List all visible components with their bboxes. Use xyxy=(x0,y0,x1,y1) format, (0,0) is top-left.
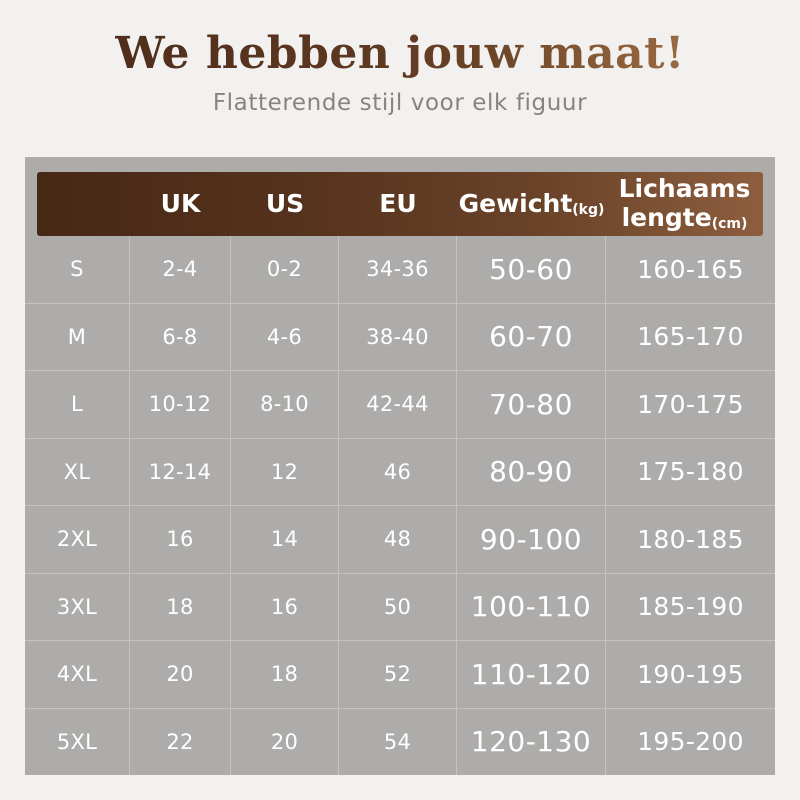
table-row-s xyxy=(25,236,775,303)
eu-cell: 34-36 xyxy=(339,236,457,303)
lengte-cell: 180-185 xyxy=(637,524,744,554)
size-cell: 4XL xyxy=(25,641,130,708)
us-cell: 14 xyxy=(231,506,339,573)
table-row-3xl xyxy=(25,573,775,641)
us-cell: 20 xyxy=(231,709,339,776)
table-row-2xl xyxy=(25,505,775,573)
gewicht-cell: 70-80 xyxy=(457,371,606,438)
size-cell: 5XL xyxy=(25,709,130,776)
header-lengte-line2: lengte xyxy=(621,203,712,232)
eu-cell: 52 xyxy=(339,641,457,708)
size-chart-body xyxy=(25,236,775,775)
gewicht-cell: 50-60 xyxy=(457,236,606,303)
table-row-5xl xyxy=(25,708,775,776)
header-gewicht-label: Gewicht xyxy=(458,188,573,218)
uk-cell: 22 xyxy=(130,709,231,776)
us-cell: 4-6 xyxy=(231,304,339,371)
size-chart-header-row xyxy=(37,172,763,236)
size-cell: XL xyxy=(25,439,130,506)
uk-cell: 12-14 xyxy=(130,439,231,506)
table-row-l xyxy=(25,370,775,438)
size-cell: S xyxy=(25,236,130,303)
page-subtitle: Flatterende stijl voor elk figuur xyxy=(212,90,588,116)
header-eu-label: EU xyxy=(379,188,417,218)
size-cell: 3XL xyxy=(25,574,130,641)
table-row-m xyxy=(25,303,775,371)
header-cell-uk xyxy=(130,190,231,219)
lengte-cell: 165-170 xyxy=(637,322,744,352)
uk-cell: 6-8 xyxy=(130,304,231,371)
page-header xyxy=(0,0,800,116)
uk-cell: 2-4 xyxy=(130,236,231,303)
lengte-cell: 160-165 xyxy=(637,254,744,284)
eu-cell: 48 xyxy=(339,506,457,573)
size-cell: M xyxy=(25,304,130,371)
us-cell: 16 xyxy=(231,574,339,641)
table-row-4xl xyxy=(25,640,775,708)
header-lengte-unit: (cm) xyxy=(711,216,748,232)
eu-cell: 50 xyxy=(339,574,457,641)
us-cell: 18 xyxy=(231,641,339,708)
gewicht-cell: 100-110 xyxy=(457,574,606,641)
header-uk-label: UK xyxy=(160,188,201,218)
header-cell-us xyxy=(231,190,339,219)
us-cell: 0-2 xyxy=(231,236,339,303)
size-cell: 2XL xyxy=(25,506,130,573)
size-cell: L xyxy=(25,371,130,438)
uk-cell: 20 xyxy=(130,641,231,708)
eu-cell: 42-44 xyxy=(339,371,457,438)
gewicht-cell: 90-100 xyxy=(457,506,606,573)
uk-cell: 18 xyxy=(130,574,231,641)
eu-cell: 46 xyxy=(339,439,457,506)
uk-cell: 16 xyxy=(130,506,231,573)
gewicht-cell: 110-120 xyxy=(457,641,606,708)
eu-cell: 38-40 xyxy=(339,304,457,371)
table-row-xl xyxy=(25,438,775,506)
page-title: We hebben jouw maat! xyxy=(115,28,685,79)
header-us-label: US xyxy=(265,188,305,218)
us-cell: 8-10 xyxy=(231,371,339,438)
gewicht-cell: 120-130 xyxy=(457,709,606,776)
gewicht-cell: 60-70 xyxy=(457,304,606,371)
lengte-cell: 170-175 xyxy=(637,389,744,419)
header-gewicht-unit: (kg) xyxy=(572,201,605,218)
gewicht-cell: 80-90 xyxy=(457,439,606,506)
header-cell-eu xyxy=(339,190,457,219)
lengte-cell: 195-200 xyxy=(637,727,744,757)
lengte-cell: 175-180 xyxy=(637,457,744,487)
header-cell-gewicht xyxy=(457,190,606,219)
eu-cell: 54 xyxy=(339,709,457,776)
size-chart-panel xyxy=(25,157,775,775)
us-cell: 12 xyxy=(231,439,339,506)
header-cell-lengte xyxy=(606,175,763,233)
header-lengte-line1: Lichaams xyxy=(618,174,751,204)
lengte-cell: 190-195 xyxy=(637,659,744,689)
lengte-cell: 185-190 xyxy=(637,592,744,622)
uk-cell: 10-12 xyxy=(130,371,231,438)
